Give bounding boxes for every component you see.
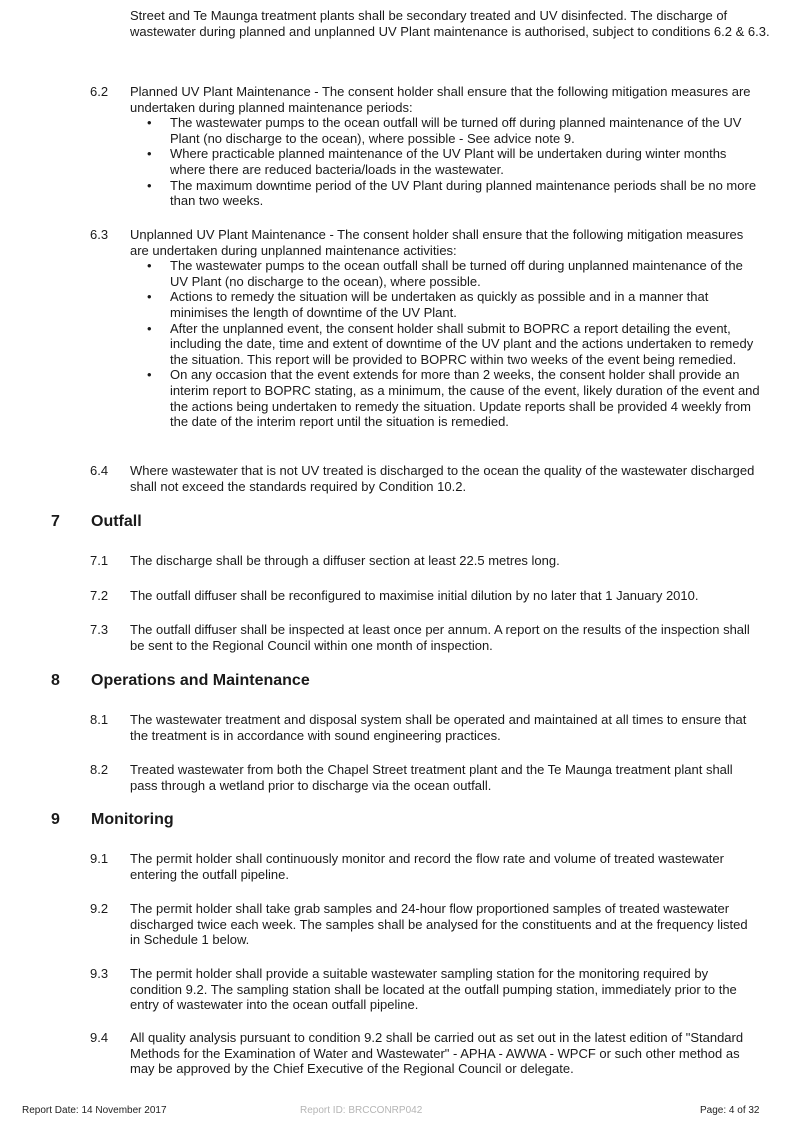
intro-paragraph: Street and Te Maunga treatment plants shall be secondary treated and UV disinfected. The discharge of wastewater during planned and unplanned UV Plant maintenance is authorised, subject to conditions 6.2 & 6.3. (130, 8, 770, 39)
section-number: 8 (51, 672, 60, 689)
footer-report-id: Report ID: BRCCONRP042 (300, 1105, 423, 1116)
list-item: • On any occasion that the event extends for more than 2 weeks, the consent holder shall provide an interim report to BOPRC stating, as a minimum, the cause of the event, likely duration of the event and the actions being undertaken to remedy the situation. Update reports shall be provided 4 weekly from the date of the interim report until the situation is remedied. (147, 367, 760, 430)
clause-number: 8.2 (90, 762, 109, 777)
bullet-icon: • (147, 146, 152, 162)
bullet-icon: • (147, 115, 152, 131)
bullet-icon: • (147, 289, 152, 305)
clause-text: Unplanned UV Plant Maintenance - The consent holder shall ensure that the following mitigation measures are undertaken during unplanned maintenance activities: (130, 227, 744, 258)
clause-number: 9.2 (90, 901, 109, 916)
bullet-icon: • (147, 367, 152, 383)
footer-report-date: Report Date: 14 November 2017 (22, 1105, 167, 1116)
section-title: Monitoring (91, 811, 174, 828)
list-item: • Where practicable planned maintenance of the UV Plant will be undertaken during winter months where there are reduced bacteria/loads in the wastewater. (147, 146, 727, 177)
bullet-list (130, 115, 760, 209)
section-title: Outfall (91, 513, 142, 530)
clause-text: The outfall diffuser shall be inspected at least once per annum. A report on the results of the inspection shall be sent to the Regional Council within one month of inspection. (130, 622, 750, 653)
clause-number: 9.1 (90, 851, 109, 866)
clause-number: 7.2 (90, 588, 109, 603)
clause-number: 8.1 (90, 712, 109, 727)
section-title: Operations and Maintenance (91, 672, 310, 689)
clause-number: 7.3 (90, 622, 109, 637)
section-number: 7 (51, 513, 60, 530)
bullet-list (130, 258, 760, 430)
clause-number: 9.4 (90, 1030, 109, 1045)
clause-number: 9.3 (90, 966, 109, 981)
clause-text: Planned UV Plant Maintenance - The consent holder shall ensure that the following mitigation measures are undertaken during planned maintenance periods: (130, 84, 751, 115)
footer-page-number: Page: 4 of 32 (700, 1105, 760, 1116)
bullet-icon: • (147, 320, 152, 336)
clause-text: All quality analysis pursuant to condition 9.2 shall be carried out as set out in the latest edition of "Standard Methods for the Examination of Water and Wastewater" - APHA - AWWA - WPCF or such other method as may be approved by the Chief Executive of the Regional Council or delegate. (130, 1030, 744, 1077)
clause-text: The permit holder shall provide a suitable wastewater sampling station for the monitoring required by condition 9.2. The sampling station shall be located at the outfall pumping station, immediately prior to the entry of wastewater into the ocean outfall pipeline. (130, 966, 737, 1013)
list-item: • The wastewater pumps to the ocean outfall will be turned off during planned maintenance of the UV Plant (no discharge to the ocean), where possible - See advice note 9. (147, 115, 742, 146)
list-item: • After the unplanned event, the consent holder shall submit to BOPRC a report detailing the event, including the date, time and extent of downtime of the UV plant and the actions undertaken to remedy the situation. This report will be provided to BOPRC within two weeks of the event being remedied. (147, 320, 754, 367)
section-number: 9 (51, 811, 60, 828)
clause-number: 7.1 (90, 553, 109, 568)
list-item: • The maximum downtime period of the UV Plant during planned maintenance periods shall be no more than two weeks. (147, 177, 757, 209)
bullet-icon: • (147, 258, 152, 274)
clause-text: The wastewater treatment and disposal system shall be operated and maintained at all times to ensure that the treatment is in accordance with sound engineering practices. (130, 712, 747, 743)
clause-text: The outfall diffuser shall be reconfigured to maximise initial dilution by no later that 1 January 2010. (130, 588, 699, 603)
clause-text: The permit holder shall continuously monitor and record the flow rate and volume of treated wastewater entering the outfall pipeline. (130, 851, 724, 882)
clause-number: 6.3 (90, 227, 109, 242)
list-item: • The wastewater pumps to the ocean outfall shall be turned off during unplanned maintenance of the UV Plant (no discharge to the ocean), where possible. (147, 258, 743, 289)
clause-text: Treated wastewater from both the Chapel Street treatment plant and the Te Maunga treatment plant shall pass through a wetland prior to discharge via the ocean outfall. (130, 762, 733, 793)
list-item: • Actions to remedy the situation will be undertaken as quickly as possible and in a manner that minimises the length of downtime of the UV Plant. (147, 289, 709, 320)
clause-number: 6.4 (90, 463, 109, 478)
clause-text: The permit holder shall take grab samples and 24-hour flow proportioned samples of treated wastewater discharged twice each week. The samples shall be analysed for the constituents and at the frequency listed in Schedule 1 below. (130, 901, 748, 948)
bullet-icon: • (147, 177, 152, 193)
clause-number: 6.2 (90, 84, 109, 99)
clause-text: Where wastewater that is not UV treated is discharged to the ocean the quality of the wastewater discharged shall not exceed the standards required by Condition 10.2. (130, 463, 755, 494)
clause-text: The discharge shall be through a diffuser section at least 22.5 metres long. (130, 553, 560, 568)
